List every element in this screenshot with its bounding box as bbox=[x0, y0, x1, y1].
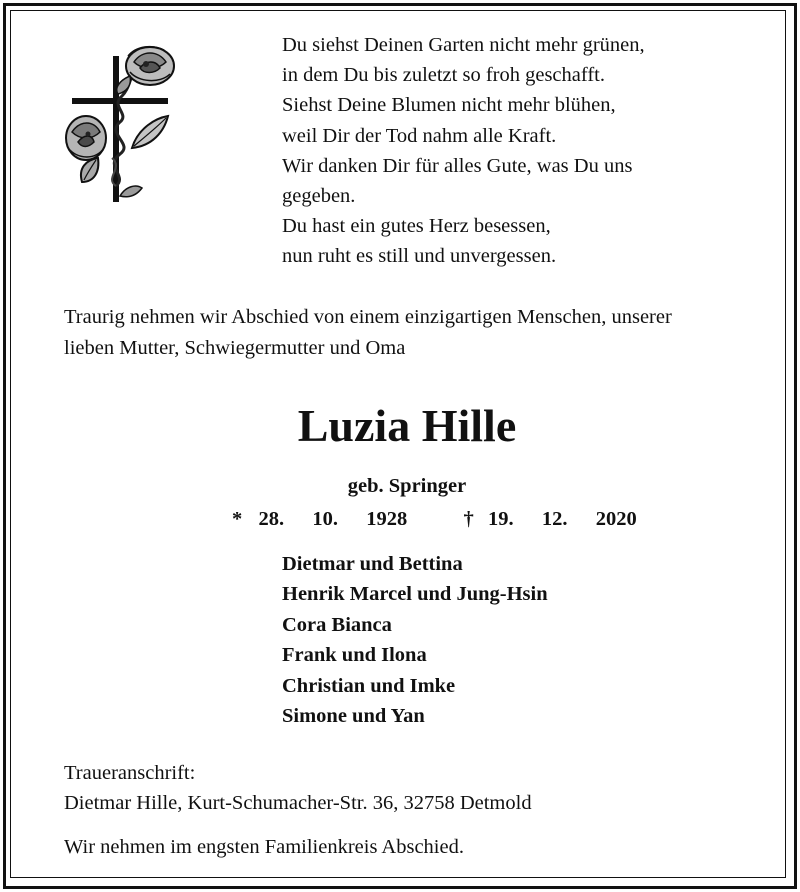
cross-with-roses-icon bbox=[60, 36, 180, 204]
poem-line: Du siehst Deinen Garten nicht mehr grünen, bbox=[282, 34, 645, 56]
poem-line: gegeben. bbox=[282, 185, 356, 208]
birth-year: 1928 bbox=[366, 508, 408, 530]
poem-line: Du hast ein gutes Herz besessen, bbox=[282, 215, 551, 238]
poem-line: in dem Du bis zuletzt so froh geschafft. bbox=[282, 64, 605, 87]
mourner: Dietmar und Bettina bbox=[282, 553, 463, 575]
address-line: Dietmar Hille, Kurt-Schumacher-Str. 36, 32758 Detmold bbox=[64, 792, 532, 814]
address-label: Traueranschrift: bbox=[64, 762, 196, 784]
mourning-address bbox=[64, 758, 532, 818]
birth-day: 28. bbox=[258, 508, 285, 530]
intro-text bbox=[64, 302, 774, 363]
poem-line: Siehst Deine Blumen nicht mehr blühen, bbox=[282, 94, 616, 117]
deceased-name: Luzia Hille bbox=[297, 400, 517, 451]
mourner: Cora Bianca bbox=[282, 613, 392, 636]
poem-line: weil Dir der Tod nahm alle Kraft. bbox=[282, 124, 557, 147]
poem-line: Wir danken Dir für alles Gute, was Du uns bbox=[282, 154, 633, 177]
death-symbol: † bbox=[463, 508, 474, 530]
maiden-name: geb. Springer bbox=[347, 475, 467, 497]
death-month: 12. bbox=[541, 508, 568, 530]
mourners-list bbox=[282, 549, 548, 731]
birth-month: 10. bbox=[312, 508, 338, 530]
birth-symbol: * bbox=[232, 508, 243, 530]
mourner: Christian und Imke bbox=[282, 674, 456, 697]
intro-line: Traurig nehmen wir Abschied von einem einzigartigen Menschen, unserer bbox=[64, 306, 672, 328]
mourner: Henrik Marcel und Jung-Hsin bbox=[282, 583, 548, 606]
poem bbox=[282, 30, 742, 272]
closing-note: Wir nehmen im engsten Familienkreis Abschied. bbox=[64, 836, 464, 858]
death-day: 19. bbox=[488, 508, 514, 530]
mourner: Frank und Ilona bbox=[282, 644, 427, 667]
poem-line: nun ruht es still und unvergessen. bbox=[282, 245, 557, 268]
intro-line: lieben Mutter, Schwiegermutter und Oma bbox=[64, 336, 406, 359]
mourner: Simone und Yan bbox=[282, 705, 425, 728]
life-dates bbox=[232, 505, 637, 533]
death-year: 2020 bbox=[595, 508, 637, 530]
